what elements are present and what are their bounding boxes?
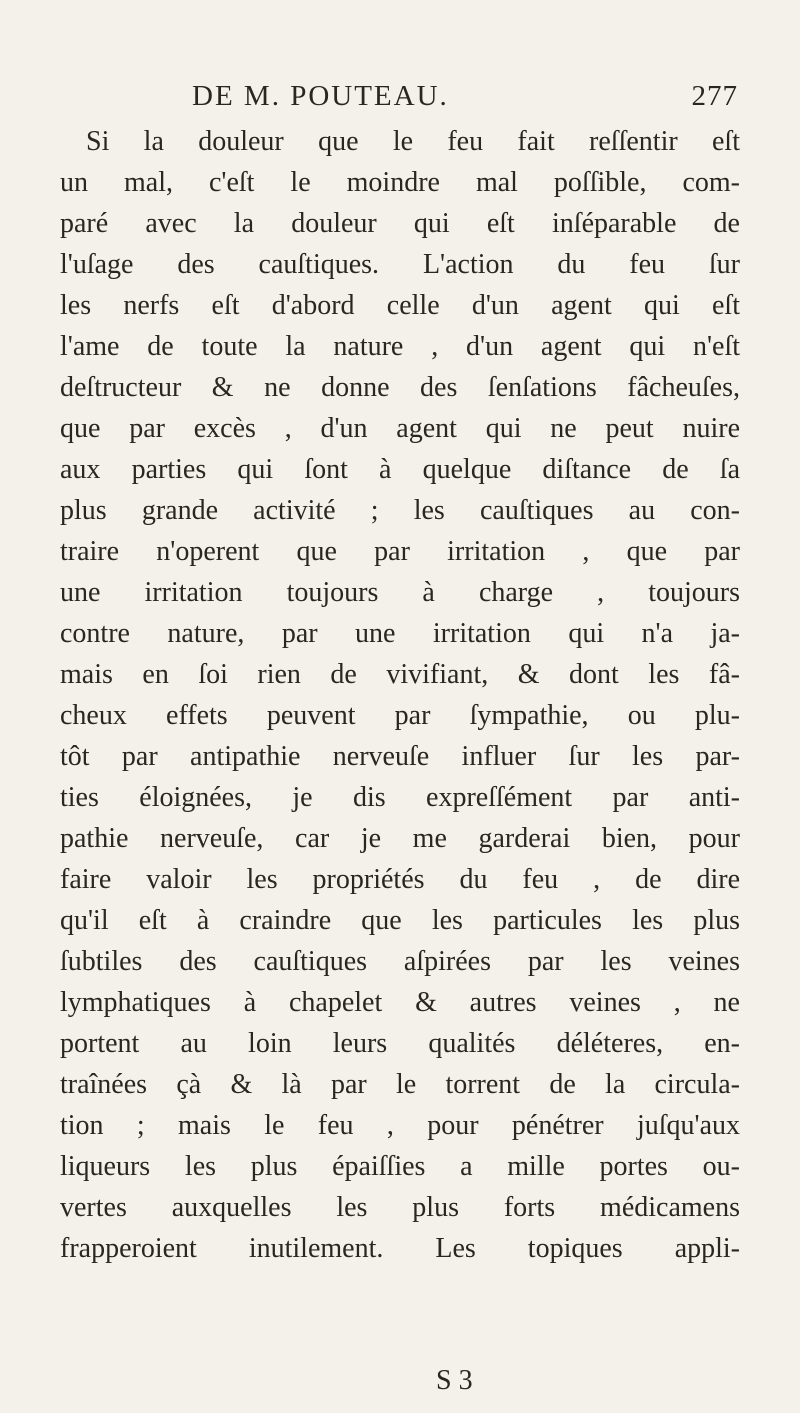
text-line: tôt par antipathie nerveuſe influer ſur les par- [60,741,740,772]
text-line: liqueurs les plus épaiſſies a mille portes ou- [60,1151,740,1182]
text-line: un mal, c'eſt le moindre mal poſſible, com- [60,167,740,198]
text-line: frapperoient inutilement. Les topiques appli- [60,1233,740,1264]
text-line: ties éloignées, je dis expreſſément par anti- [60,782,740,813]
text-line: deſtructeur & ne donne des ſenſations fâcheuſes, [60,372,740,403]
text-line: tion ; mais le feu , pour pénétrer juſqu'aux [60,1110,740,1141]
text-line: plus grande activité ; les cauſtiques au con- [60,495,740,526]
text-line: portent au loin leurs qualités déléteres, en- [60,1028,740,1059]
text-line: paré avec la douleur qui eſt inſéparable de [60,208,740,239]
text-line: aux parties qui ſont à quelque diſtance de ſa [60,454,740,485]
text-line: traînées çà & là par le torrent de la circula- [60,1069,740,1100]
text-line: que par excès , d'un agent qui ne peut nuire [60,413,740,444]
text-line: Si la douleur que le feu fait reſſentir eſt [86,126,740,157]
text-line: l'ame de toute la nature , d'un agent qui n'eſt [60,331,740,362]
text-line: ſubtiles des cauſtiques aſpirées par les veines [60,946,740,977]
text-line: faire valoir les propriétés du feu , de dire [60,864,740,895]
page-number: 277 [691,80,738,112]
text-line: cheux effets peuvent par ſympathie, ou plu- [60,700,740,731]
text-line: lymphatiques à chapelet & autres veines , ne [60,987,740,1018]
text-line: pathie nerveuſe, car je me garderai bien, pour [60,823,740,854]
text-line: vertes auxquelles les plus forts médicamens [60,1192,740,1223]
text-line: les nerfs eſt d'abord celle d'un agent qui eſt [60,290,740,321]
text-line: une irritation toujours à charge , toujours [60,577,740,608]
signature-mark: S 3 [436,1365,473,1396]
text-line: traire n'operent que par irritation , que par [60,536,740,567]
text-line: qu'il eſt à craindre que les particules les plus [60,905,740,936]
text-line: l'uſage des cauſtiques. L'action du feu ſur [60,249,740,280]
running-head [192,80,738,120]
running-title: DE M. POUTEAU. [192,80,449,112]
text-line: contre nature, par une irritation qui n'a ja- [60,618,740,649]
text-line: mais en ſoi rien de vivifiant, & dont les fâ- [60,659,740,690]
